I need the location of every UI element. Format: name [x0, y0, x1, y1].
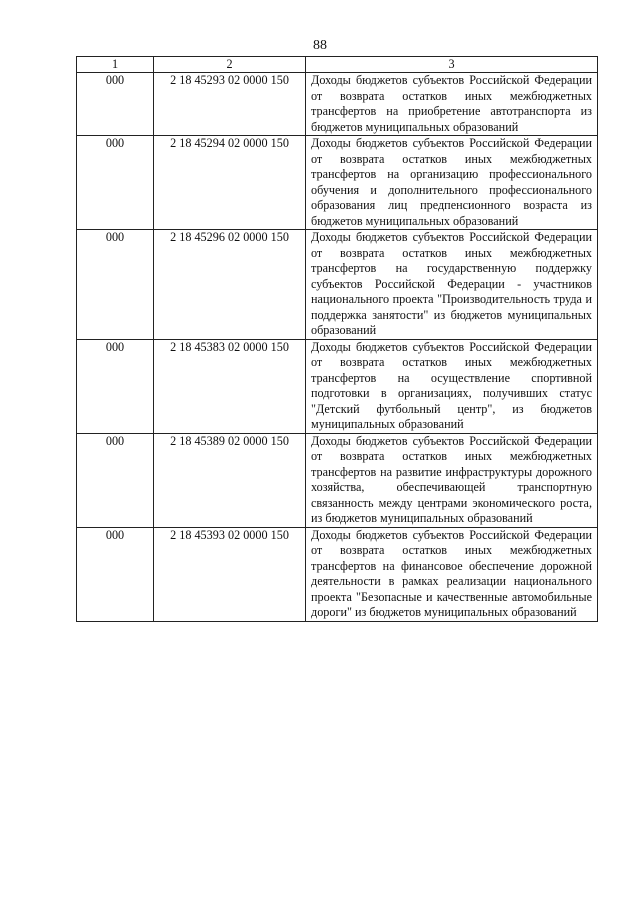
budget-codes-table — [76, 56, 598, 622]
description-cell: Доходы бюджетов субъектов Российской Федерации от возврата остатков иных межбюджетных трансфертов на осуществление спортивной подготовки в организациях, получивших статус "Детский футбольный центр", из бюджетов муниципальных образований — [306, 339, 598, 433]
budget-code-cell: 2 18 45389 02 0000 150 — [154, 433, 306, 527]
table-header-row — [77, 57, 598, 73]
table-row — [77, 527, 598, 621]
admin-code-cell: 000 — [77, 230, 154, 340]
budget-code-cell: 2 18 45293 02 0000 150 — [154, 73, 306, 136]
admin-code-cell: 000 — [77, 527, 154, 621]
admin-code-cell: 000 — [77, 136, 154, 230]
table-row — [77, 339, 598, 433]
admin-code-cell: 000 — [77, 73, 154, 136]
description-cell: Доходы бюджетов субъектов Российской Федерации от возврата остатков иных межбюджетных трансфертов на государственную поддержку субъектов Российской Федерации - участников национального проекта "Производительность труда и поддержка занятости" из бюджетов муниципальных образований — [306, 230, 598, 340]
budget-code-cell: 2 18 45296 02 0000 150 — [154, 230, 306, 340]
table-row — [77, 230, 598, 340]
description-cell: Доходы бюджетов субъектов Российской Федерации от возврата остатков иных межбюджетных трансфертов на развитие инфраструктуры дорожного хозяйства, обеспечивающей транспортную связанность между центрами экономического роста, из бюджетов муниципальных образований — [306, 433, 598, 527]
page-number: 88 — [313, 38, 327, 53]
description-cell: Доходы бюджетов субъектов Российской Федерации от возврата остатков иных межбюджетных трансфертов на организацию профессионального обучения и дополнительного профессионального образования лиц предпенсионного возраста из бюджетов муниципальных образований — [306, 136, 598, 230]
table-row — [77, 136, 598, 230]
table-row — [77, 433, 598, 527]
budget-code-cell: 2 18 45393 02 0000 150 — [154, 527, 306, 621]
column-header-2: 2 — [154, 57, 306, 73]
description-cell: Доходы бюджетов субъектов Российской Федерации от возврата остатков иных межбюджетных трансфертов на финансовое обеспечение дорожной деятельности в рамках реализации национального проекта "Безопасные и качественные автомобильные дороги" из бюджетов муниципальных образований — [306, 527, 598, 621]
budget-code-cell: 2 18 45383 02 0000 150 — [154, 339, 306, 433]
column-header-3: 3 — [306, 57, 598, 73]
description-cell: Доходы бюджетов субъектов Российской Федерации от возврата остатков иных межбюджетных трансфертов на приобретение автотранспорта из бюджетов муниципальных образований — [306, 73, 598, 136]
budget-code-cell: 2 18 45294 02 0000 150 — [154, 136, 306, 230]
column-header-1: 1 — [77, 57, 154, 73]
admin-code-cell: 000 — [77, 339, 154, 433]
admin-code-cell: 000 — [77, 433, 154, 527]
table-row — [77, 73, 598, 136]
